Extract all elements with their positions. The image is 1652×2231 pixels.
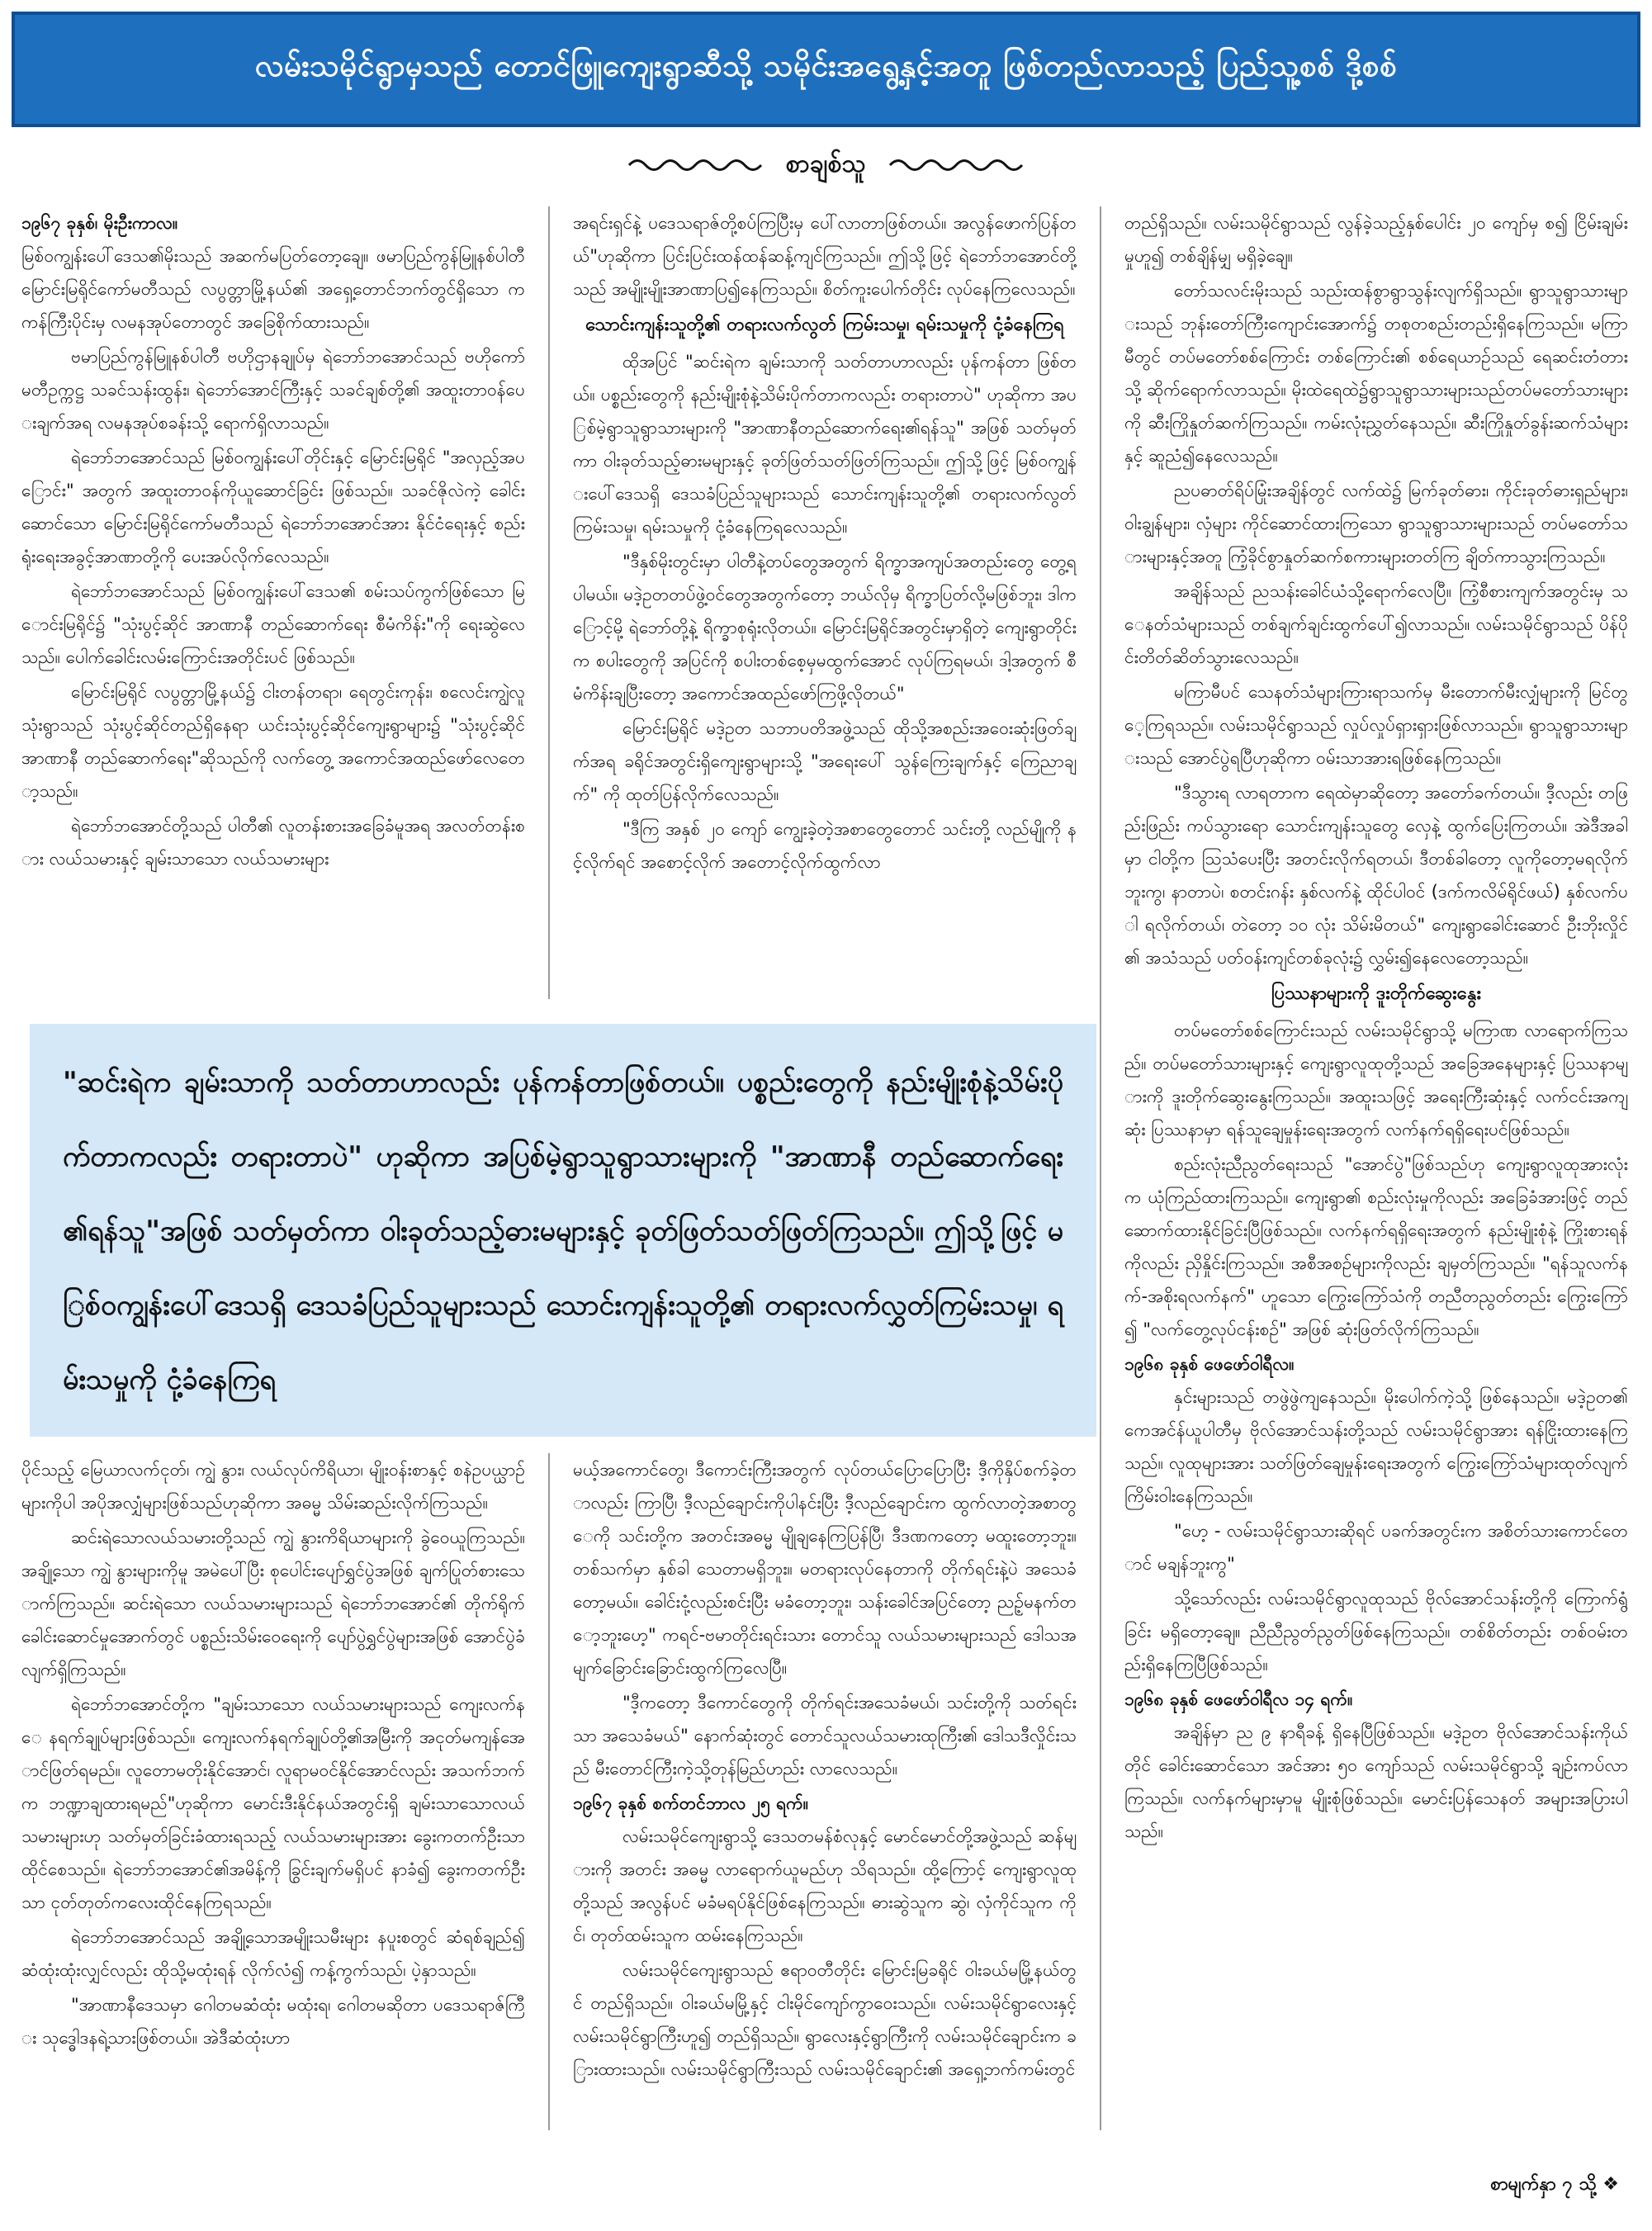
column-divider bbox=[548, 1453, 550, 2130]
continued-note: စာမျက်နှာ ၇ သို့ ❖ bbox=[1490, 2174, 1619, 2195]
byline bbox=[537, 140, 1115, 190]
dateline: ၁၉၆၇ ခုနှစ် စက်တင်ဘာလ ၂၅ ရက်။ bbox=[573, 1793, 809, 1813]
paragraph: မကြာမီပင် သေနတ်သံများကြားရာသက်မှ မီးတောက်မီးလျှံများကို မြင်တွေ့ကြရသည်။ လမ်းသမိုင်ရွာသည် လှုပ်လှုပ်ရှားရှားဖြစ်လာသည်။ ရွာသူရွာသားများသည် အောင်ပွဲရပြီဟုဆိုကာ ဝမ်းသာအားရဖြစ်နေကြသည်။ bbox=[1124, 682, 1628, 768]
column-divider bbox=[548, 206, 550, 999]
paragraph: ပိုင်သည့် မြေယာလက်ငုတ်၊ ကျွဲ နွား၊ လယ်လုပ်ကိရိယာ၊ မျိုးဝန်းစာနှင့် စနဲဥပယ္ယာဥ်များကိုပါ အပိုအလျှံများဖြစ်သည်ဟုဆိုကာ အဓမ္မ သိမ်းဆည်းလိုက်ကြသည်။ bbox=[21, 1460, 525, 1513]
wave-ornament-right-icon bbox=[883, 154, 1024, 176]
paragraph: မြောင်းမြရိုင် မဒဲ့ဥတ သဘာပတိအဖွဲ့သည် ထိုသို့အစည်းအဝေးဆုံးဖြတ်ချက်အရ ခရိုင်အတွင်းရှိကျေးရွာများသို့ "အရေးပေါ် သွန်ကြေးချက်နှင့် ကြေညာချက်" ကို ထုတ်ပြန်လိုက်လေသည်။ bbox=[573, 718, 1077, 804]
paragraph: တော်သလင်းမိုးသည် သည်းထန်စွာရွာသွန်းလျက်ရှိသည်။ ရွာသူရွာသားများသည် ဘုန်းတော်ကြီးကျောင်းအောက်၌ တစုတစည်းတည်းရှိနေကြသည်။ မကြာမီတွင် တပ်မတော်စစ်ကြောင်း တစ်ကြောင်း၏ စစ်ရေယာဉ်သည် ရေဆင်းတံတားသို့ ဆိုက်ရောက်လာသည်။ မိုးထဲရေထဲ၌ရွာသူရွာသားများသည်တပ်မတော်သားများကို ဆီးကြိုနှုတ်ဆက်ကြသည်။ ကမ်းလုံးညွှတ်နေသည်။ ဆီးကြိုနှုတ်ခွန်းဆက်သံများနှင့် ဆူညံ၍နေလေသည်။ bbox=[1124, 281, 1628, 466]
column-1-lower bbox=[21, 1453, 525, 2130]
paragraph: ဗမာပြည်ကွန်မြူနစ်ပါတီ ဗဟိုဌာနချုပ်မှ ရဲဘော်ဘအောင်သည် ဗဟိုကော်မတီဥက္ကဋ္ဌ သခင်သန်းထွန်း၊ ရဲဘော်အောင်ကြီးနှင့် သခင်ချစ်တို့၏ အထူးတာဝန်ပေးချက်အရ လမနအုပ်စခန်းသို့ ရောက်ရှိလာသည်။ bbox=[21, 347, 525, 433]
column-2-lower bbox=[573, 1453, 1077, 2130]
dateline: ၁၉၆၈ ခုနှစ် ဖေဖော်ဝါရီလ ၁၄ ရက်။ bbox=[1124, 1689, 1353, 1709]
paragraph: မြစ်ဝကျွန်းပေါ်ဒေသ၏မိုးသည် အဆက်မပြတ်တော့ချေ။ ဖမာပြည်ကွန်မြူနစ်ပါတီ မြောင်းမြရိုင်ကော်မတီသည် လပွတ္တာမြို့နယ်၏ အရှေ့တောင်ဘက်တွင်ရှိသော ကကန်ကြီးပိုင်းမှ လမနအုပ်တောတွင် အခြေစိုက်ထားသည်။ bbox=[21, 246, 525, 332]
paragraph: ဆင်းရဲသောလယ်သမားတို့သည် ကျွဲ နွားကိရိယာများကို ခွဲဝေယူကြသည်။ အချို့သော ကျွဲ နွားများကိုမူ အမဲပေါ်ပြီး စုပေါင်းပျော်ရွှင်ပွဲအဖြစ် ချက်ပြုတ်စားသောက်ကြသည်။ ဆင်းရဲသော လယ်သမားများသည် ရဲဘော်ဘအောင်၏ တိုက်ရိုက်ခေါင်းဆောင်မှုအောက်တွင် ပစ္စည်းသိမ်းဝေရေးကို ပျော်ပွဲရွှင်ပွဲများအဖြစ် အောင်ပွဲခံလျက်ရှိကြသည်။ bbox=[21, 1528, 525, 1679]
paragraph: သို့သော်လည်း လမ်းသမိုင်ရွာလူထုသည် ဗိုလ်အောင်သန်းတို့ကို ကြောက်ရွံ့ခြင်း မရှိတော့ချေ။ ညီညီညွတ်ညွတ်ဖြစ်နေကြသည်။ တစ်စိတ်တည်း တစ်ဝမ်းတည်းရှိနေကြပြီဖြစ်သည်။ bbox=[1124, 1589, 1628, 1674]
paragraph: အရင်းရှင်နဲ့ ပဒေသရာဇ်တို့စပ်ကြပြီးမှ ပေါ်လာတာဖြစ်တယ်။ အလွန်ဖောက်ပြန်တယ်"ဟုဆိုကာ ပြင်းပြင်းထန်ထန်ဆန့်ကျင်ကြသည်။ ဤသို့ဖြင့် ရဲဘော်ဘအောင်တို့သည် အမျိုးမျိုးအာဏာပြ၍နေကြသည်။ စိတ်ကူးပေါက်တိုင်း လုပ်နေကြလေသည်။ bbox=[573, 213, 1077, 299]
paragraph: ထိုအပြင် "ဆင်းရဲက ချမ်းသာကို သတ်တာဟာလည်း ပုန်ကန်တာ ဖြစ်တယ်။ ပစ္စည်းတွေကို နည်းမျိုးစုံနဲ့သိမ်းပိုက်တာကလည်း တရားတာပဲ" ဟုဆိုကာ အပြစ်မဲ့ရွာသူရွာသားများကို "အာဏာနီတည်ဆောက်ရေး၏ရန်သူ" အဖြစ် သတ်မှတ်ကာ ဝါးခုတ်သည့်ဓားမများနှင့် ခုတ်ဖြတ်သတ်ဖြတ်ကြသည်။ ဤသို့ဖြင့် မြစ်ဝကျွန်းပေါ်ဒေသရှိ ဒေသခံပြည်သူများသည် သောင်းကျန်းသူတို့၏ တရားလက်လွတ် ကြမ်းသမှု၊ ရမ်းသမှုကို ငုံ့ခံနေကြရလေသည်။ bbox=[573, 352, 1077, 537]
wave-ornament-left-icon bbox=[627, 154, 768, 176]
paragraph: အချိန်မှာ ည ၉ နာရီခန့် ရှိနေပြီဖြစ်သည်။ မဒဲ့ဥတ ဗိုလ်အောင်သန်းကိုယ်တိုင် ခေါင်းဆောင်သော အင်အား ၅၀ ကျော်သည် လမ်းသမိုင်ရွာသို့ ချဉ်းကပ်လာကြသည်။ လက်နက်များမှာမူ မျိုးစုံဖြစ်သည်။ မောင်းပြန်သေနတ် အများအပြားပါသည်။ bbox=[1124, 1722, 1628, 1841]
paragraph: "ဟေ့ - လမ်းသမိုင်ရွာသားဆိုရင် ပခက်အတွင်းက အစိတ်သားကောင်တောင် မချန်ဘူးကွ" bbox=[1124, 1521, 1628, 1574]
dateline: ၁၉၆၈ ခုနှစ် ဖေဖော်ဝါရီလ။ bbox=[1124, 1354, 1295, 1374]
headline: လမ်းသမိုင်ရွာမှသည် တောင်ဖြူကျေးရွာဆီသို့ သမိုင်းအရွေ့နှင့်အတူ ဖြစ်တည်လာသည့် ပြည်သူ့စစ် ဒို့စစ် bbox=[254, 48, 1398, 83]
paragraph: နှင်းများသည် တဖွဲဖွဲကျနေသည်။ မိုးပေါက်ကဲ့သို့ ဖြစ်နေသည်။ မဒဲ့ဥတ၏ ကေအင်န်ယူပါတီမှ ဗိုလ်အောင်သန်းတို့သည် လမ်းသမိုင်ရွာအား ရန်ငြိုးထားနေကြသည်။ လူထုများအား သတ်ဖြတ်ချေမှုန်းရေးအတွက် ကြွေးကြော်သံများထုတ်လျက် ကြိမ်းဝါးနေကြသည်။ bbox=[1124, 1387, 1628, 1506]
paragraph: စည်းလုံးညီညွတ်ရေးသည် "အောင်ပွဲ"ဖြစ်သည်ဟု ကျေးရွာလူထုအားလုံးက ယုံကြည်ထားကြသည်။ ကျေးရွာ၏ စည်းလုံးမှုကိုလည်း အခြေခံအားဖြင့် တည်ဆောက်ထားနိုင်ခြင်းပြီဖြစ်သည်။ လက်နက်ရရှိရေးအတွက် နည်းမျိုးစုံနဲ့ ကြိုးစားရန်ကိုလည်း ညှိနှိုင်းကြသည်။ အစီအစဉ်များကိုလည်း ချမှတ်ကြသည်။ "ရန်သူလက်နက်-အစိုးရလက်နက်" ဟူသော ကြွေးကြော်သံကို တညီတညွတ်တည်း ကြွေးကြော်၍ "လက်တွေ့လုပ်ငန်းစဉ်" အဖြစ် ဆုံးဖြတ်လိုက်ကြသည်။ bbox=[1124, 1154, 1628, 1339]
paragraph: အချိန်သည် ညသန်းခေါင်ယံသို့ရောက်လေပြီ။ ကြံ့စီစားကျက်အတွင်းမှ သေနတ်သံများသည် တစ်ချက်ချင်းထွက်ပေါ်၍လာသည်။ လမ်းသမိုင်ရွာသည် ပိန်ပိုင်းတိတ်ဆိတ်သွားလေသည်။ bbox=[1124, 581, 1628, 667]
paragraph: ရဲဘော်ဘအောင်သည် မြစ်ဝကျွန်းပေါ်ဒေသ၏ စမ်းသပ်ကွက်ဖြစ်သော မြောင်းမြရိုင်၌ "သုံးပွင့်ဆိုင် အာဏာနီ တည်ဆောက်ရေး စီမံကိန်း"ကို ရေးဆွဲလေသည်။ ပေါက်ခေါင်းလမ်းကြောင်းအတိုင်းပင် ဖြစ်သည်။ bbox=[21, 581, 525, 667]
headline-banner bbox=[12, 12, 1640, 127]
pull-quote bbox=[30, 1024, 1096, 1437]
paragraph: ရဲဘော်ဘအောင်တို့သည် ပါတီ၏ လူတန်းစားအခြေခံမူအရ အလတ်တန်းစား လယ်သမားနှင့် ချမ်းသာသော လယ်သမားများ bbox=[21, 816, 525, 869]
paragraph: "ဒီသွားရ လာရတာက ရေထဲမှာဆိုတော့ အတော်ခက်တယ်။ ဒီ့လည်း တဖြည်းဖြည်း ကပ်သွားရော သောင်းကျန်းသူတွေ လှေနဲ့ ထွက်ပြေးကြတယ်။ အဲဒီအခါမှာ ငါတို့က ဩသံပေးပြီး အတင်းလိုက်ရတယ်၊ ဒီတစ်ခါတော့ လူကိုတော့မရလိုက်ဘူးကွ၊ နာတာပဲ၊ စတင်းဂန်း နှစ်လက်နဲ့ ထိုင်ပါဝင် (ဒက်ကလိမ်ရိုင်ဖယ်) နှစ်လက်ပါ ရလိုက်တယ်၊ တဲတော့ ၁၀ လုံး သိမ်းမိတယ်" ကျေးရွာခေါင်းဆောင် ဦးဘိုးလှိုင်၏ အသံသည် ပတ်ဝန်းကျင်တစ်ခုလုံး၌ လွှမ်း၍နေလေတော့သည်။ bbox=[1124, 783, 1628, 968]
dateline: ၁၉၆၇ ခုနှစ်၊ မိုးဦးကာလ။ bbox=[21, 213, 178, 233]
paragraph: ရဲဘော်ဘအောင်သည် အချို့သောအမျိုးသမီးများ နပူးစတွင် ဆံရစ်ချည်၍ ဆံထုံးထုံးလျှင်လည်း ထိုသို့မထုံးရန် လိုက်လံ၍ ကန့်ကွက်သည်၊ ပဲ့နှာသည်။ bbox=[21, 1927, 525, 1980]
column-1-upper bbox=[21, 206, 525, 1016]
paragraph: ညပဓာတ်ရိပ်မြုံးအချိန်တွင် လက်ထဲ၌ မြက်ခုတ်ဓား၊ ကိုင်းခုတ်ဓားရှည်များ၊ ဝါးချွန်များ၊ လှံများ ကိုင်ဆောင်ထားကြသော ရွာသူရွာသားများသည် တပ်မတော်သားများနှင့်အတူ ကြံ့ခိုင်စွာနှုတ်ဆက်စကားများတတ်ကြ ချိတ်ကာသွားကြသည်။ bbox=[1124, 481, 1628, 566]
paragraph: မြောင်းမြရိုင် လပွတ္တာမြို့နယ်၌ ငါးတန်တရာ၊ ရေတွင်းကုန်း၊ စလေင်းကျွဲလူ သုံးရွာသည် သုံးပွင့်ဆိုင်တည်ရှိနေရာ ယင်းသုံးပွင့်ဆိုင်ကျေးရွာများ၌ "သုံးပွင့်ဆိုင် အာဏာနီ တည်ဆောက်ရေး"ဆိုသည်ကို လက်တွေ့ အကောင်အထည်ဖော်လေတော့သည်။ bbox=[21, 682, 525, 801]
column-2-upper bbox=[573, 206, 1077, 1016]
paragraph: "ဒီကြ အနှစ် ၂၀ ကျော် ကျွေးခဲ့တဲ့အစာတွေတောင် သင်းတို့ လည်မျိုကို နင့်လိုက်ရင် အစောင့်လိုက် အတောင့်လိုက်ထွက်လာ bbox=[573, 819, 1077, 872]
author-name: စာချစ်သူ bbox=[785, 149, 866, 178]
subheading: သောင်းကျန်းသူတို့၏ တရားလက်လွတ် ကြမ်းသမှု၊ ရမ်းသမှုကို ငုံ့ခံနေကြရ bbox=[585, 315, 1064, 335]
paragraph: ရဲဘော်ဘအောင်တို့က "ချမ်းသာသော လယ်သမားများသည် ကျေးလက်နေ နရက်ချုပ်များဖြစ်သည်။ ကျေးလက်နရက်ချုပ်တို့၏အမြီးကို အငုတ်မကျန်အောင်ဖြတ်ရမည်။ လူတောမတိုးနိုင်အောင်၊ လူရာမဝင်နိုင်အောင်လည်း အသက်ဘက်က ဘဏ္ဍာချထားရမည်"ဟုဆိုကာ မောင်းဒီးနိုင်နယ်အတွင်းရှိ ချမ်းသာသောလယ်သမားများဟု သတ်မှတ်ခြင်းခံထားရသည့် လယ်သမားများအား ခွေးကတက်ဦးသာ ထိုင်စေသည်။ ရဲဘော်ဘအောင်၏အမိန့်ကို ခြွင်းချက်မရှိပင် နာခံ၍ ခွေးကတက်ဦးသာ ငုတ်တုတ်ကလေးထိုင်နေကြရသည်။ bbox=[21, 1694, 525, 1912]
paragraph: တည်ရှိသည်။ လမ်းသမိုင်ရွာသည် လွန်ခဲ့သည့်နှစ်ပေါင်း ၂၀ ကျော်မှ စ၍ ငြိမ်းချမ်းမှုဟူ၍ တစ်ချိန်မျှ မရှိခဲ့ချေ။ bbox=[1124, 213, 1628, 266]
paragraph: တပ်မတော်စစ်ကြောင်းသည် လမ်းသမိုင်ရွာသို့ မကြာဏ လာရောက်ကြသည်။ တပ်မတော်သားများနှင့် ကျေးရွာလူထုတို့သည် အခြေအနေများနှင့် ပြဿနာများကို ဒူးတိုက်ဆွေးနွေးကြသည်။ အထူးသဖြင့် အရေးကြီးဆုံးနှင့် လက်ငင်းအကျဆုံး ပြဿနာမှာ ရန်သူချေမှုန်းရေးအတွက် လက်နက်ရရှိရေးပင်ဖြစ်သည်။ bbox=[1124, 1021, 1628, 1139]
paragraph: "ဒီနှစ်မိုးတွင်းမှာ ပါတီနဲ့တပ်တွေအတွက် ရိက္ခာအကျပ်အတည်းတွေ တွေ့ရပါမယ်။ မဒဲ့ဥတတပ်ဖွဲ့ဝင်တွေအတွက်တော့ ဘယ်လိုမှ ရိက္ခာပြတ်လို့မဖြစ်ဘူး၊ ဒါကြောင့်မို့ ရဲဘော်တို့နဲ့ ရိက္ခာစုရုံးလိုတယ်။ မြောင်းမြရိုင်အတွင်းမှာရှိတဲ့ ကျေးရွာတိုင်းက စပါးတွေကို အပြင်ကို စပါးတစ်စေ့မှမထွက်အောင် လုပ်ကြရမယ်၊ ဒါ့အတွက် စီမံကိန်းချပြီးတော့ အကောင်အထည်ဖော်ကြဖို့လိုတယ်" bbox=[573, 552, 1077, 703]
paragraph: မယ့်အကောင်တွေ၊ ဒီကောင်းကြီးအတွက် လုပ်တယ်ပြောပြောပြီး ဒီ့ကိုနှိပ်စက်ခဲ့တာလည်း ကြာပြီ၊ ဒီ့လည်ချောင်းကိုပါနင်းပြီး ဒီ့လည်ချောင်းက ထွက်လာတဲ့အစာတွေကို သင်းတို့က အတင်းအဓမ္မ မျိုချနေကြပြန်ပြီ၊ ဒီဒဏကတော့ မထူးတော့ဘူး။ တစ်သက်မှာ နှစ်ခါ သေတာမရှိဘူး။ မတရားလုပ်နေတာကို တိုက်ရင်းနဲ့ပဲ အသေခံ တော့မယ်။ ခေါင်းငုံ့လည်းစင်းပြီး မခံတော့ဘူး၊ သန်းခေါင်အပြင်တော့ ညဥ့်မနက်တော့ဘူးဟေ့" ကရင်-ဗမာတိုင်းရင်းသား တောင်သူ လယ်သမားများသည် ဒေါသအမျက်ခြောင်းခြောင်းထွက်ကြလေပြီ။ bbox=[573, 1460, 1077, 1678]
paragraph: "အာဏာနီဒေသမှာ ဂေါတမဆံထုံး မထုံးရ၊ ဂေါတမဆိုတာ ပဒေသရာဇ်ကြီး သုဒ္ဓေါဒနရဲ့သားဖြစ်တယ်။ အဲဒီဆံထုံးဟာ bbox=[21, 1995, 525, 2048]
paragraph: ရဲဘော်ဘအောင်သည် မြစ်ဝကျွန်းပေါ်တိုင်းနှင့် မြောင်းမြရိုင် "အလှည့်အပြောင်း" အတွက် အထူးတာဝန်ကိုယူဆောင်ခြင်း ဖြစ်သည်။ သခင်ဇိုလဲကဲ့ ခေါင်းဆောင်သော မြောင်းမြရိုင်ကော်မတီသည် ရဲဘော်ဘအောင်အား နိုင်ငံရေးနှင့် စည်းရုံးရေးအခွင့်အာဏာတို့ကို ပေးအပ်လိုက်လေသည်။ bbox=[21, 448, 525, 566]
paragraph: "ဒီ့ကတော့ ဒီကောင်တွေကို တိုက်ရင်းအသေခံမယ်၊ သင်းတို့ကို သတ်ရင်းသာ အသေခံမယ်" နောက်ဆုံးတွင် တောင်သူလယ်သမားထုကြီး၏ ဒေါသဒီလှိုင်းသည် မီးတောင်ကြီးကဲ့သို့တုန်မြည်ဟည်း လာလေသည်။ bbox=[573, 1693, 1077, 1779]
subheading: ပြဿနာများကို ဒူးတိုက်ဆွေးနွေး bbox=[1271, 983, 1482, 1004]
paragraph: လမ်းသမိုင်ကျေးရွာသို့ ဒေသတမန်စံလုနှင့် မောင်မောင်တို့အဖွဲ့သည် ဆန်များကို အတင်း အဓမ္မ လာရောက်ယူမည်ဟု သိရသည်။ ထို့ကြောင့် ကျေးရွာလူထုတို့သည် အလွန်ပင် မခံမရပ်နိုင်ဖြစ်နေကြသည်။ ဓားဆွဲသူက ဆွဲ၊ လှံကိုင်သူက ကိုင်၊ တုတ်ထမ်းသူက ထမ်းနေကြသည်။ bbox=[573, 1826, 1077, 1945]
pull-quote-text: "ဆင်းရဲက ချမ်းသာကို သတ်တာဟာလည်း ပုန်ကန်တာဖြစ်တယ်။ ပစ္စည်းတွေကို နည်းမျိုးစုံနဲ့သိမ်းပိုက်တာကလည်း တရားတာပဲ" ဟုဆိုကာ အပြစ်မဲ့ရွာသူရွာသားများကို "အာဏာနီ တည်ဆောက်ရေး၏ရန်သူ"အဖြစ် သတ်မှတ်ကာ ဝါးခုတ်သည့်ဓားမများနှင့် ခုတ်ဖြတ်သတ်ဖြတ်ကြသည်။ ဤသို့ဖြင့် မြစ်ဝကျွန်းပေါ်ဒေသရှိ ဒေသခံပြည်သူများသည် သောင်းကျန်းသူတို့၏ တရားလက်လွှတ်ကြမ်းသမှု၊ ရမ်းသမှုကို ငုံ့ခံနေကြရ bbox=[63, 1066, 1063, 1396]
paragraph: လမ်းသမိုင်ကျေးရွာသည် ဧရာဝတီတိုင်း မြောင်းမြခရိုင် ဝါးခယ်မမြို့နယ်တွင် တည်ရှိသည်။ ဝါးခယ်မမြို့နှင့် ငါးမိုင်ကျော်ကွာဝေးသည်။ လမ်းသမိုင်ရွာလေးနှင့် လမ်းသမိုင်ရွာကြီးဟူ၍ တည်ရှိသည်။ ရွာလေးနှင့်ရွာကြီးကို လမ်းသမိုင်ချောင်းက ခြားထားသည်။ လမ်းသမိုင်ရွာကြီးသည် လမ်းသမိုင်ချောင်း၏ အရှေ့ဘက်ကမ်းတွင် bbox=[573, 1960, 1077, 2079]
column-3 bbox=[1124, 206, 1628, 2130]
column-divider bbox=[1100, 206, 1101, 2130]
